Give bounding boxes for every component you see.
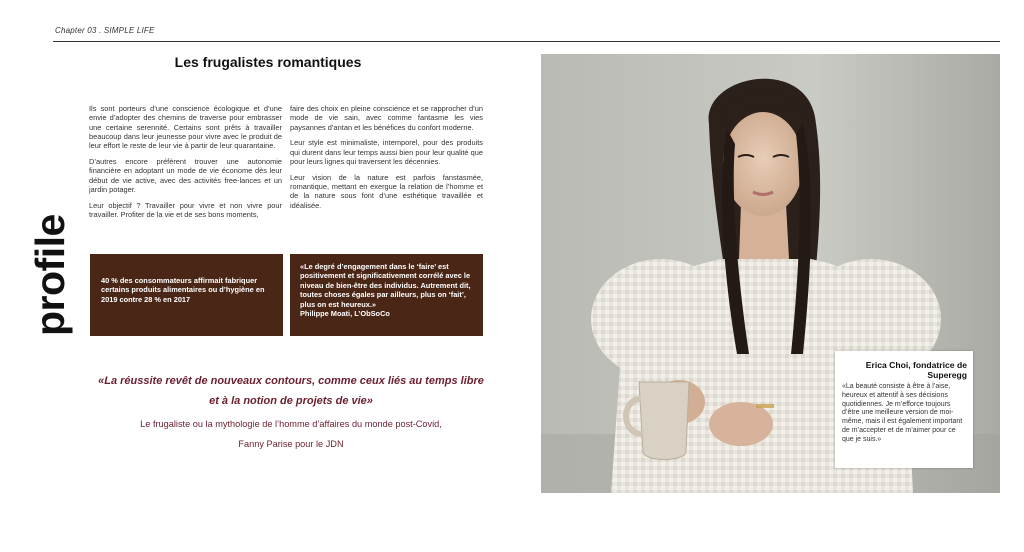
quote-box-text: «Le degré d’engagement dans le ‘faire’ est positivement et significativement corrélé avec le niveau de bien-être des individus. Autrement dit, toutes choses égales par ailleurs, plus on ‘fait’, plus on est heureux.» — [300, 262, 471, 309]
side-label-profile: profile — [27, 214, 73, 336]
article-column-2 — [290, 104, 483, 216]
stat-box — [90, 254, 283, 336]
side-label-container — [27, 214, 73, 346]
pull-quote-source — [96, 414, 486, 454]
quote-box — [290, 254, 483, 336]
header-divider — [53, 41, 1000, 42]
article-title: Les frugalistes romantiques — [174, 54, 362, 70]
paragraph: faire des choix en pleine conscience et se rapprocher d’un mode de vie sain, avec comme fantasme les vies paysannes d’antan et les bénéfices du confort moderne. — [290, 104, 483, 132]
article-column-1 — [89, 104, 282, 226]
source-line-1: Le frugaliste ou la mythologie de l’homme d’affaires du monde post-Covid, — [140, 419, 442, 429]
quote-box-author: Philippe Moati, L’ObSoCo — [300, 309, 390, 319]
paragraph: D’autres encore préfèrent trouver une autonomie financière en adoptant un mode de vie économe dès leur début de vie active, avec des activités free-lances et un jardin potager. — [89, 156, 282, 194]
pull-quote: «La réussite revêt de nouveaux contours, comme ceux liés au temps libre et à la notion de projets de vie» — [98, 375, 484, 407]
stat-text: 40 % des consommateurs affirmait fabriquer certains produits alimentaires ou d’hygiène en 2019 contre 28 % en 2017 — [101, 276, 265, 304]
chapter-header: Chapter 03 . SIMPLE LIFE — [55, 26, 155, 35]
caption-quote: «La beauté consiste à être à l’aise, heureux et attentif à ses décisions quotidiennes. Je m’efforce toujours d’être une meilleure version de moi-même, mais il est également important de m’accepter et de m’aimer pour ce que je suis.» — [842, 383, 963, 443]
paragraph: Leur objectif ? Travailler pour vivre et non vivre pour travailler. Profiter de la vie et de ses bons moments, — [89, 200, 282, 219]
paragraph: Leur vision de la nature est parfois fanstasmée, romantique, mettant en exergue la relation de l’homme et de la nature sous font d’une esthétique travaillée et idéalisée. — [290, 172, 483, 210]
paragraph: Ils sont porteurs d’une conscience écologique et d’une envie d’adopter des chemins de traverse pour embrasser une certaine serennité. Certains sont prêts à travailler beaucoup dans leur jeunesse pour vivre avec le produit de leur effort le reste de leur vie à partir de leur quarantaine. — [89, 104, 282, 151]
caption-name: Erica Choi, fondatrice de Superegg — [865, 360, 967, 380]
source-line-2: Fanny Parise pour le JDN — [238, 439, 344, 449]
photo-caption — [835, 351, 973, 468]
paragraph: Leur style est minimaliste, intemporel, pour des produits qui durent dans leur temps aussi bien pour leur qualité que pour leurs lignes qui traversent les décennies. — [290, 138, 483, 166]
